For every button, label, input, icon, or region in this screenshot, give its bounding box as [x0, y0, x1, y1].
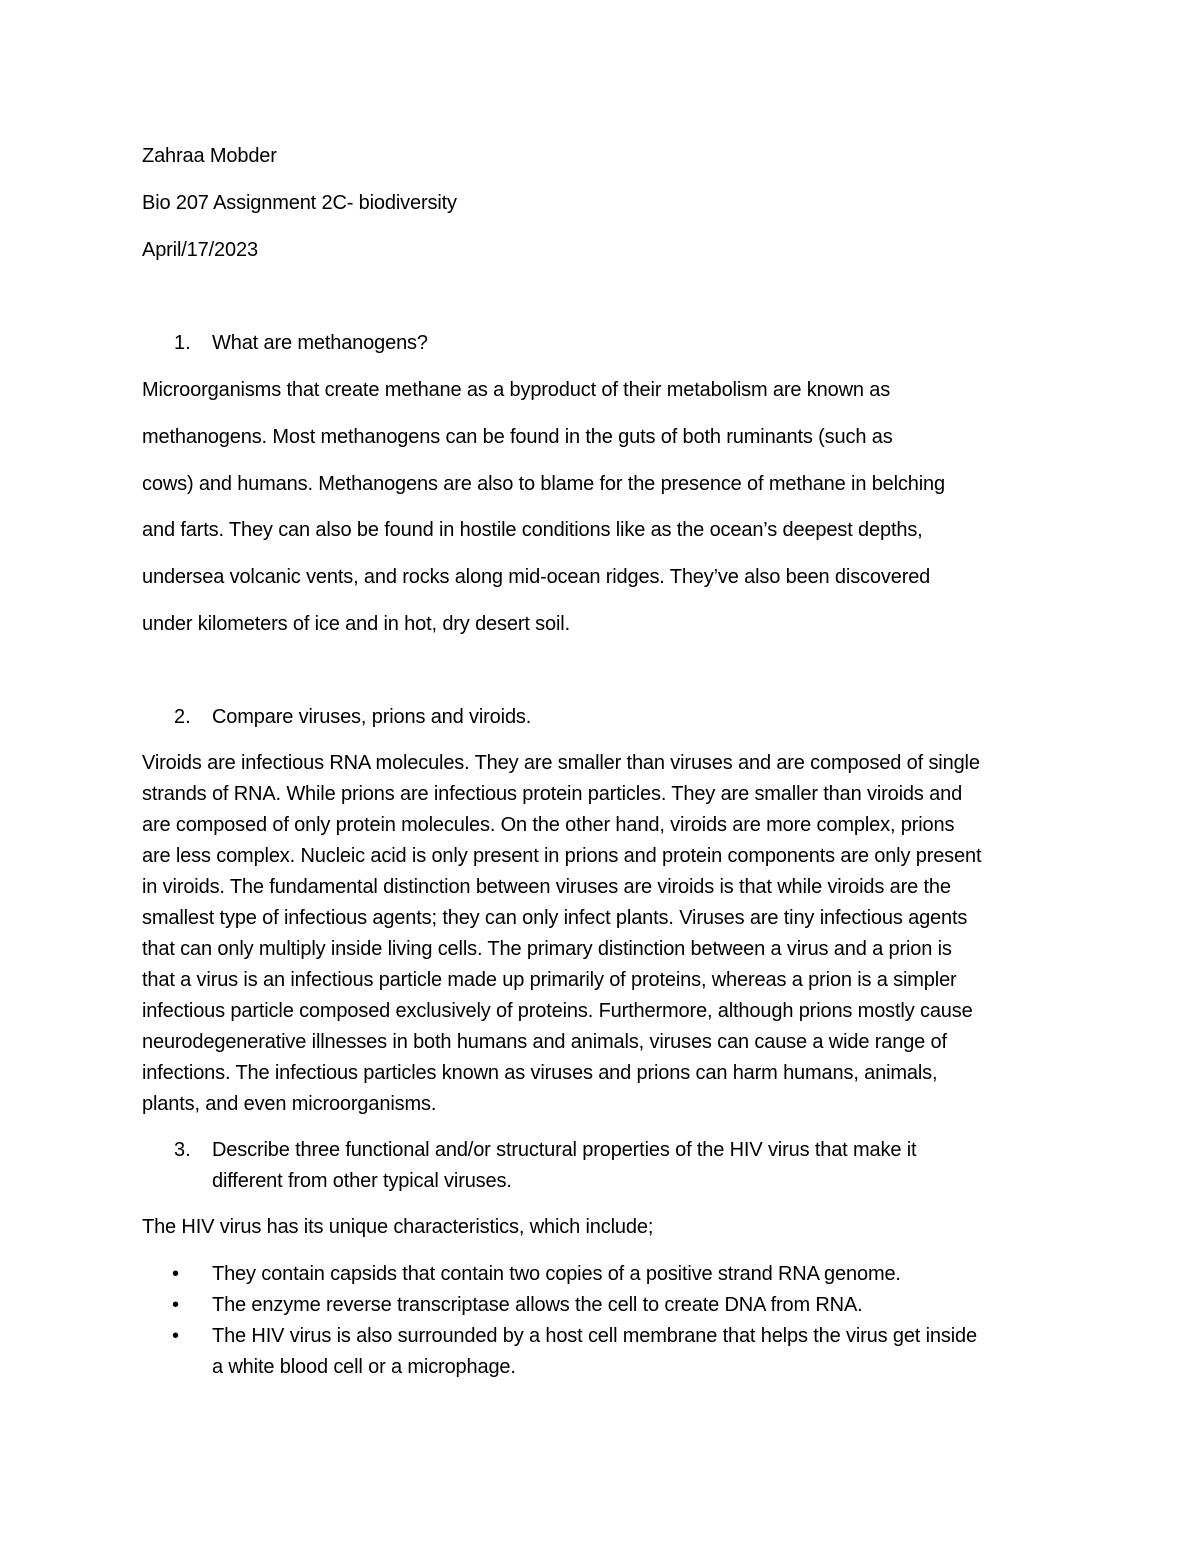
q3-number: 3. [174, 1139, 191, 1161]
q3-bullet-text: They contain capsids that contain two copies of a positive strand RNA genome. [212, 1263, 901, 1285]
q2-question: Compare viruses, prions and viroids. [212, 706, 532, 728]
q2-number: 2. [174, 706, 191, 728]
q2-answer-line: smallest type of infectious agents; they can only infect plants. Viruses are tiny infectious agents [142, 907, 968, 929]
bullet-icon: • [172, 1263, 180, 1285]
q2-answer-line: are less complex. Nucleic acid is only present in prions and protein components are only present [142, 845, 982, 867]
course-title: Bio 207 Assignment 2C- biodiversity [142, 192, 457, 214]
q2-answer-line: neurodegenerative illnesses in both humans and animals, viruses can cause a wide range of [142, 1031, 947, 1053]
q1-answer-line: Microorganisms that create methane as a byproduct of their metabolism are known as [142, 379, 891, 401]
q1-answer-line: under kilometers of ice and in hot, dry desert soil. [142, 613, 570, 635]
q1-answer-line: undersea volcanic vents, and rocks along mid-ocean ridges. They’ve also been discovered [142, 566, 931, 588]
q3-bullet-text: The enzyme reverse transcriptase allows the cell to create DNA from RNA. [212, 1294, 863, 1316]
q2-answer-line: are composed of only protein molecules. On the other hand, viroids are more complex, prions [142, 814, 955, 836]
q1-answer-line: cows) and humans. Methanogens are also to blame for the presence of methane in belching [142, 473, 945, 495]
q1-number: 1. [174, 332, 191, 354]
q2-answer-line: strands of RNA. While prions are infectious protein particles. They are smaller than viroids and [142, 783, 963, 805]
q3-bullet-text-continued: a white blood cell or a microphage. [212, 1356, 516, 1378]
q2-answer-line: in viroids. The fundamental distinction between viruses are viroids is that while viroids are the [142, 876, 951, 898]
q3-question-line: Describe three functional and/or structural properties of the HIV virus that make it [212, 1139, 917, 1161]
q2-answer-line: infections. The infectious particles known as viruses and prions can harm humans, animals, [142, 1062, 938, 1084]
q1-answer-line: methanogens. Most methanogens can be found in the guts of both ruminants (such as [142, 426, 893, 448]
document-date: April/17/2023 [142, 239, 258, 261]
q3-question-line: different from other typical viruses. [212, 1170, 512, 1192]
author-name: Zahraa Mobder [142, 145, 277, 167]
q2-answer-line: infectious particle composed exclusively of proteins. Furthermore, although prions mostly cause [142, 1000, 973, 1022]
q2-answer-line: that a virus is an infectious particle made up primarily of proteins, whereas a prion is a simpler [142, 969, 957, 991]
bullet-icon: • [172, 1294, 180, 1316]
q1-question: What are methanogens? [212, 332, 428, 354]
q1-answer-line: and farts. They can also be found in hostile conditions like as the ocean’s deepest depths, [142, 519, 923, 541]
q3-intro: The HIV virus has its unique characteristics, which include; [142, 1216, 654, 1238]
q3-bullet-text: The HIV virus is also surrounded by a host cell membrane that helps the virus get inside [212, 1325, 977, 1347]
bullet-icon: • [172, 1325, 180, 1347]
q2-answer-line: Viroids are infectious RNA molecules. They are smaller than viruses and are composed of single [142, 752, 980, 774]
q2-answer-line: that can only multiply inside living cells. The primary distinction between a virus and a prion is [142, 938, 952, 960]
q2-answer-line: plants, and even microorganisms. [142, 1093, 437, 1115]
